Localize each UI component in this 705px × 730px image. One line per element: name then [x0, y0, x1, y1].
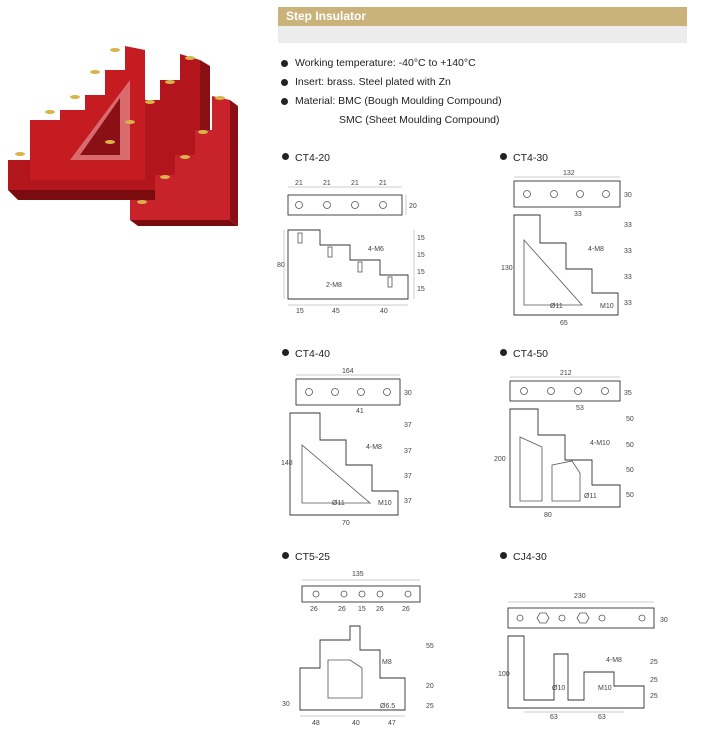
svg-text:50: 50 — [626, 492, 634, 499]
svg-text:25: 25 — [426, 703, 434, 710]
svg-text:33: 33 — [624, 274, 632, 281]
svg-text:37: 37 — [404, 498, 412, 505]
ct4-20-drawing — [277, 175, 440, 320]
svg-text:4-M10: 4-M10 — [590, 440, 610, 447]
svg-text:50: 50 — [626, 416, 634, 423]
svg-text:65: 65 — [560, 320, 568, 327]
section-header — [278, 7, 687, 43]
svg-text:30: 30 — [404, 390, 412, 397]
spec-material: Material: BMC (Bough Moulding Compound) — [281, 92, 502, 111]
svg-text:M8: M8 — [382, 659, 392, 666]
svg-text:132: 132 — [563, 170, 575, 177]
svg-text:M10: M10 — [600, 303, 614, 310]
svg-text:47: 47 — [388, 720, 396, 727]
model-ct4-20-label: CT4-20 — [282, 152, 330, 164]
svg-text:15: 15 — [417, 235, 425, 242]
svg-text:M10: M10 — [598, 685, 612, 692]
bullet-icon — [282, 349, 289, 356]
model-ct4-40-label: CT4-40 — [282, 348, 330, 360]
svg-text:4-M8: 4-M8 — [606, 657, 622, 664]
header-subbar — [278, 26, 687, 43]
svg-text:37: 37 — [404, 473, 412, 480]
ct4-40-drawing — [280, 365, 430, 530]
svg-text:26: 26 — [338, 606, 346, 613]
svg-text:21: 21 — [295, 180, 303, 187]
bullet-icon — [281, 98, 288, 105]
svg-text:33: 33 — [624, 300, 632, 307]
svg-text:212: 212 — [560, 370, 572, 377]
svg-text:70: 70 — [342, 520, 350, 527]
product-photo — [0, 40, 245, 240]
svg-text:25: 25 — [650, 693, 658, 700]
svg-text:130: 130 — [501, 265, 513, 272]
svg-text:15: 15 — [296, 308, 304, 315]
bullet-icon — [500, 153, 507, 160]
svg-text:33: 33 — [624, 222, 632, 229]
svg-text:40: 40 — [352, 720, 360, 727]
svg-text:25: 25 — [650, 677, 658, 684]
model-ct5-25-label: CT5-25 — [282, 551, 330, 563]
svg-text:Ø6.5: Ø6.5 — [380, 703, 396, 710]
model-ct4-30-label: CT4-30 — [500, 152, 548, 164]
bullet-icon — [281, 60, 288, 67]
svg-text:20: 20 — [409, 203, 417, 210]
svg-text:37: 37 — [404, 448, 412, 455]
bullet-icon — [282, 153, 289, 160]
svg-text:15: 15 — [358, 606, 366, 613]
svg-text:164: 164 — [342, 368, 354, 375]
svg-text:20: 20 — [426, 683, 434, 690]
svg-text:26: 26 — [310, 606, 318, 613]
svg-text:25: 25 — [650, 659, 658, 666]
svg-text:63: 63 — [598, 714, 606, 721]
svg-text:33: 33 — [574, 211, 582, 218]
svg-text:Ø11: Ø11 — [550, 303, 563, 310]
svg-text:45: 45 — [332, 308, 340, 315]
svg-text:148: 148 — [281, 460, 293, 467]
svg-text:30: 30 — [660, 617, 668, 624]
spec-temperature: Working temperature: -40°C to +140°C — [281, 54, 502, 73]
bullet-icon — [282, 552, 289, 559]
svg-text:230: 230 — [574, 593, 586, 600]
model-ct4-50-label: CT4-50 — [500, 348, 548, 360]
svg-text:80: 80 — [277, 262, 285, 269]
svg-text:55: 55 — [426, 643, 434, 650]
spec-list — [281, 54, 502, 130]
bullet-icon — [281, 79, 288, 86]
svg-text:41: 41 — [356, 408, 364, 415]
svg-text:21: 21 — [323, 180, 331, 187]
svg-text:37: 37 — [404, 422, 412, 429]
svg-text:33: 33 — [624, 248, 632, 255]
svg-text:35: 35 — [624, 390, 632, 397]
svg-text:50: 50 — [626, 442, 634, 449]
svg-text:21: 21 — [351, 180, 359, 187]
ct4-30-drawing — [498, 165, 648, 330]
svg-text:15: 15 — [417, 252, 425, 259]
ct5-25-drawing — [280, 568, 440, 730]
svg-text:100: 100 — [498, 671, 510, 678]
svg-text:4-M8: 4-M8 — [366, 444, 382, 451]
svg-text:2-M8: 2-M8 — [326, 282, 342, 289]
svg-text:4-M6: 4-M6 — [368, 246, 384, 253]
header-bar — [278, 7, 687, 26]
svg-text:30: 30 — [282, 701, 290, 708]
svg-text:Ø11: Ø11 — [584, 493, 597, 500]
spec-material-cont: SMC (Sheet Moulding Compound) — [339, 114, 500, 126]
spec-insert: Insert: brass. Steel plated with Zn — [281, 73, 502, 92]
svg-text:4-M8: 4-M8 — [588, 246, 604, 253]
svg-text:50: 50 — [626, 467, 634, 474]
svg-text:26: 26 — [402, 606, 410, 613]
page-title: Step Insulator — [286, 9, 367, 23]
svg-text:80: 80 — [544, 512, 552, 519]
svg-text:135: 135 — [352, 571, 364, 578]
svg-text:21: 21 — [379, 180, 387, 187]
svg-text:40: 40 — [380, 308, 388, 315]
bullet-icon — [500, 349, 507, 356]
svg-text:Ø10: Ø10 — [552, 685, 566, 692]
svg-text:15: 15 — [417, 269, 425, 276]
svg-text:M10: M10 — [378, 500, 392, 507]
bullet-icon — [500, 552, 507, 559]
svg-text:Ø11: Ø11 — [332, 500, 345, 507]
svg-text:48: 48 — [312, 720, 320, 727]
svg-text:53: 53 — [576, 405, 584, 412]
svg-text:26: 26 — [376, 606, 384, 613]
model-cj4-30-label: CJ4-30 — [500, 551, 547, 563]
ct4-50-drawing — [490, 365, 650, 525]
cj4-30-drawing — [494, 590, 674, 720]
svg-text:63: 63 — [550, 714, 558, 721]
svg-text:15: 15 — [417, 286, 425, 293]
svg-text:200: 200 — [494, 456, 506, 463]
svg-text:30: 30 — [624, 192, 632, 199]
